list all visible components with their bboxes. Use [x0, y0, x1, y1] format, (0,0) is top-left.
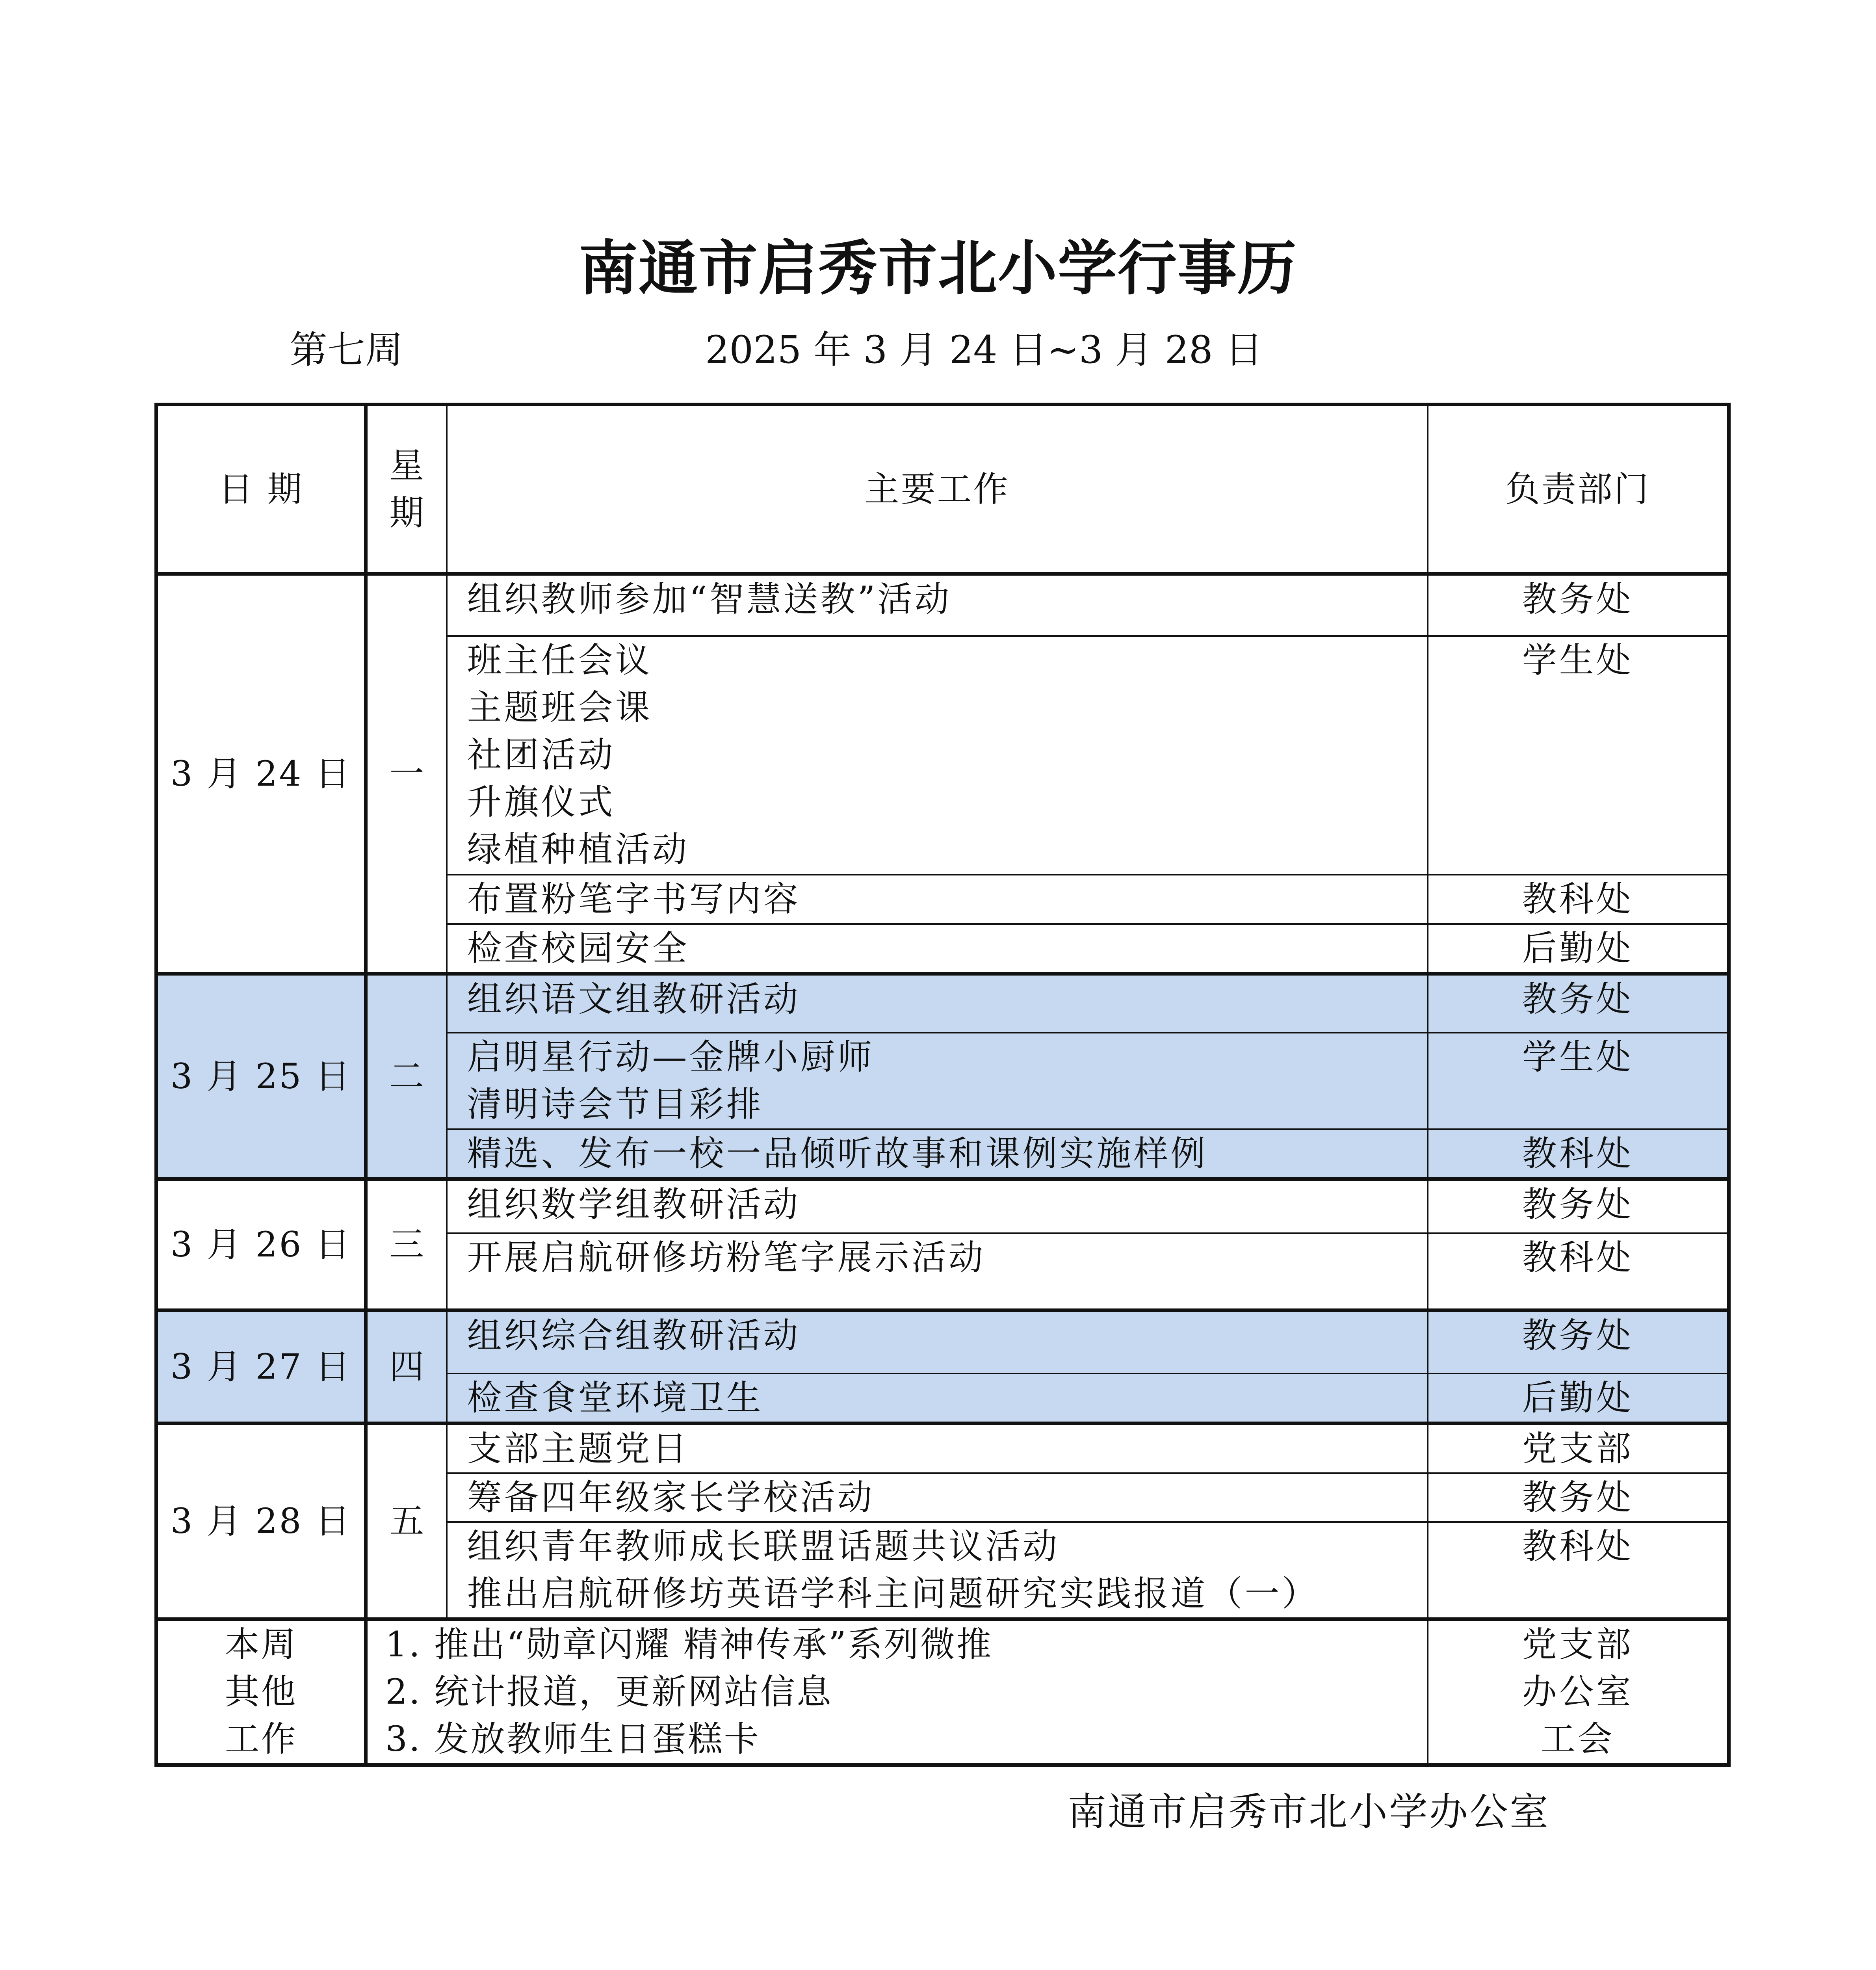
- work-item: 支部主题党日: [447, 1423, 1428, 1473]
- dept-cell: 教务处: [1428, 1310, 1729, 1373]
- header-weekday-1: 星: [389, 445, 424, 486]
- header-row: [156, 405, 1729, 574]
- day-weekday: 五: [366, 1423, 447, 1619]
- work-item: 组织语文组教研活动: [447, 974, 1428, 1033]
- work-item: 组织青年教师成长联盟话题共议活动 推出启航研修坊英语学科主问题研究实践报道（一）: [447, 1522, 1428, 1619]
- day-date: 3 月 26 日: [156, 1179, 366, 1310]
- dept-cell: 教务处: [1428, 974, 1729, 1033]
- day-weekday: 二: [366, 974, 447, 1179]
- dept-cell: 教科处: [1428, 1522, 1729, 1619]
- other-work-depts: 党支部 办公室 工会: [1428, 1619, 1729, 1765]
- table-row: [156, 1179, 1729, 1233]
- work-item: 组织数学组教研活动: [447, 1179, 1428, 1233]
- table-row: [156, 1423, 1729, 1473]
- other-work-items: 1. 推出“勋章闪耀 精神传承”系列微推 2. 统计报道，更新网站信息 3. 发放教师生日蛋糕卡: [366, 1619, 1428, 1765]
- dept-cell: 教务处: [1428, 574, 1729, 636]
- table-row: [156, 574, 1729, 636]
- other-work-label: 本周 其他 工作: [156, 1619, 366, 1765]
- table-row: [156, 1310, 1729, 1373]
- other-work-row: [156, 1619, 1729, 1765]
- header-weekday: [366, 405, 447, 574]
- dept-cell: 党支部: [1428, 1423, 1729, 1473]
- work-item: 组织综合组教研活动: [447, 1310, 1428, 1373]
- work-item: 启明星行动—金牌小厨师 清明诗会节目彩排: [447, 1033, 1428, 1129]
- day-weekday: 三: [366, 1179, 447, 1310]
- day-weekday: 四: [366, 1310, 447, 1424]
- header-weekday-2: 期: [389, 492, 424, 533]
- work-item: 组织教师参加“智慧送教”活动: [447, 574, 1428, 636]
- day-date: 3 月 28 日: [156, 1423, 366, 1619]
- day-date: 3 月 25 日: [156, 974, 366, 1179]
- dept-cell: 后勤处: [1428, 1373, 1729, 1424]
- work-item: 检查校园安全: [447, 924, 1428, 974]
- week-label: 第七周: [290, 328, 403, 372]
- work-item: 开展启航研修坊粉笔字展示活动: [447, 1233, 1428, 1310]
- work-item: 精选、发布一校一品倾听故事和课例实施样例: [447, 1129, 1428, 1179]
- day-weekday: 一: [366, 574, 447, 974]
- day-date: 3 月 27 日: [156, 1310, 366, 1424]
- dept-cell: 学生处: [1428, 1033, 1729, 1129]
- work-item: 检查食堂环境卫生: [447, 1373, 1428, 1424]
- dept-cell: 教务处: [1428, 1473, 1729, 1522]
- work-item: 班主任会议 主题班会课 社团活动 升旗仪式 绿植种植活动: [447, 636, 1428, 875]
- work-item: 筹备四年级家长学校活动: [447, 1473, 1428, 1522]
- table-row: [156, 974, 1729, 1033]
- header-work: 主要工作: [447, 405, 1428, 574]
- header-dept: 负责部门: [1428, 405, 1729, 574]
- day-date: 3 月 24 日: [156, 574, 366, 974]
- date-range: 2025 年 3 月 24 日~3 月 28 日: [705, 328, 1263, 372]
- header-date: 日 期: [156, 405, 366, 574]
- schedule-table: [154, 403, 1731, 1767]
- dept-cell: 后勤处: [1428, 924, 1729, 974]
- dept-cell: 教科处: [1428, 1233, 1729, 1310]
- dept-cell: 学生处: [1428, 636, 1729, 875]
- dept-cell: 教科处: [1428, 875, 1729, 924]
- work-item: 布置粉笔字书写内容: [447, 875, 1428, 924]
- page-title: 南通市启秀市北小学行事历: [578, 234, 1297, 303]
- dept-cell: 教务处: [1428, 1179, 1729, 1233]
- dept-cell: 教科处: [1428, 1129, 1729, 1179]
- issuing-office: 南通市启秀市北小学办公室: [1068, 1790, 1550, 1834]
